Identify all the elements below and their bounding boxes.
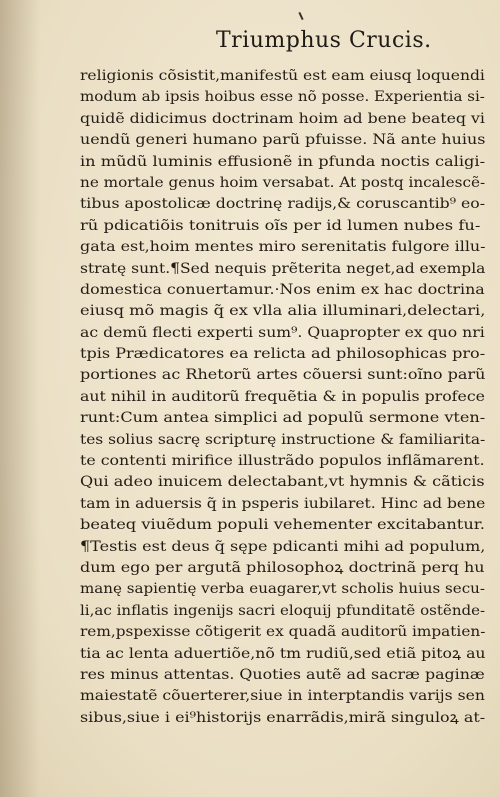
printer-mark	[298, 12, 303, 20]
text-line: runt:Cum antea simplici ad populũ sermone vten-	[80, 410, 486, 427]
text-line: maiestatẽ cõuerterer,siue in interptandis varijs sen	[80, 688, 485, 705]
text-line: tpis Prædicatores ea relicta ad philosophicas pro-	[80, 346, 486, 363]
text-line: ne mortale genus hoim versabat. At postq incalescẽ-	[80, 174, 486, 191]
text-block	[80, 66, 485, 729]
running-head: Triumphus Crucis.	[216, 28, 432, 53]
text-line: Qui adeo inuicem delectabant,vt hymnis & cãticis	[80, 474, 485, 491]
text-line: beateq viuẽdum populi vehementer excitabantur.	[80, 517, 485, 534]
text-line: religionis cõsistit,manifestũ est eam eiusq loquendi	[80, 68, 485, 84]
text-line: res minus attentas. Quoties autẽ ad sacræ paginæ	[80, 666, 485, 683]
text-line: gata est,hoim mentes miro serenitatis fulgore illu-	[80, 239, 486, 256]
text-line: manę sapientię verba euagarer,vt scholis huius secu-	[80, 581, 485, 598]
text-line: quidẽ didicimus doctrinam hoim ad bene beateq vi	[80, 110, 485, 127]
text-line: ¶Testis est deus q̃ sępe pdicanti mihi ad populum,	[80, 538, 486, 555]
text-line: eiusq mõ magis q̃ ex vlla alia illuminari,delectari,	[80, 303, 486, 320]
text-line: stratę sunt.¶Sed nequis prẽterita neget,ad exempla	[80, 260, 486, 277]
text-line: tes solius sacrę scripturę instructione & familiarita-	[80, 431, 486, 448]
text-line: tam in aduersis q̃ in psperis iubilaret. Hinc ad bene	[80, 495, 486, 512]
text-line: sibus,siue i ei⁹historijs enarrãdis,mirã singuloꝝ at-	[80, 709, 486, 726]
text-line: ac demũ flecti experti sum⁹. Quapropter ex quo nri	[80, 324, 485, 341]
gutter-shadow	[0, 0, 40, 797]
text-line: te contenti mirifice illustrãdo populos inflãmarent.	[80, 453, 485, 470]
text-line: in mũdũ luminis effusionẽ in pfunda noctis caligi-	[80, 153, 486, 170]
text-line: tia ac lenta aduertiõe,nõ tm rudiũ,sed etiã pitoꝝ au	[80, 645, 486, 662]
text-line: modum ab ipsis hoibus esse nõ posse. Experientia si-	[80, 89, 485, 106]
text-line: uendũ generi humano parũ pfuisse. Nã ante huius	[80, 132, 486, 149]
text-line: rũ pdicatiõis tonitruis oĩs per id lumen nubes fu-	[80, 217, 481, 234]
text-line: domestica conuertamur.·Nos enim ex hac doctrina	[80, 281, 485, 298]
text-line: aut nihil in auditorũ frequẽtia & in populis profece	[80, 388, 485, 405]
text-line: tibus apostolicæ doctrinę radijs,& coruscantib⁹ eo-	[80, 196, 486, 213]
text-line: rem,pspexisse cõtigerit ex quadã auditorũ impatien-	[80, 624, 486, 641]
text-line: portiones ac Rhetorũ artes cõuersi sunt:oĩno parũ	[80, 367, 486, 384]
text-line: li,ac inflatis ingenijs sacri eloquij pfunditatẽ ostẽnde-	[80, 602, 486, 619]
text-line: dum ego per argutã philosophoꝝ doctrinã perq hu	[80, 559, 485, 576]
